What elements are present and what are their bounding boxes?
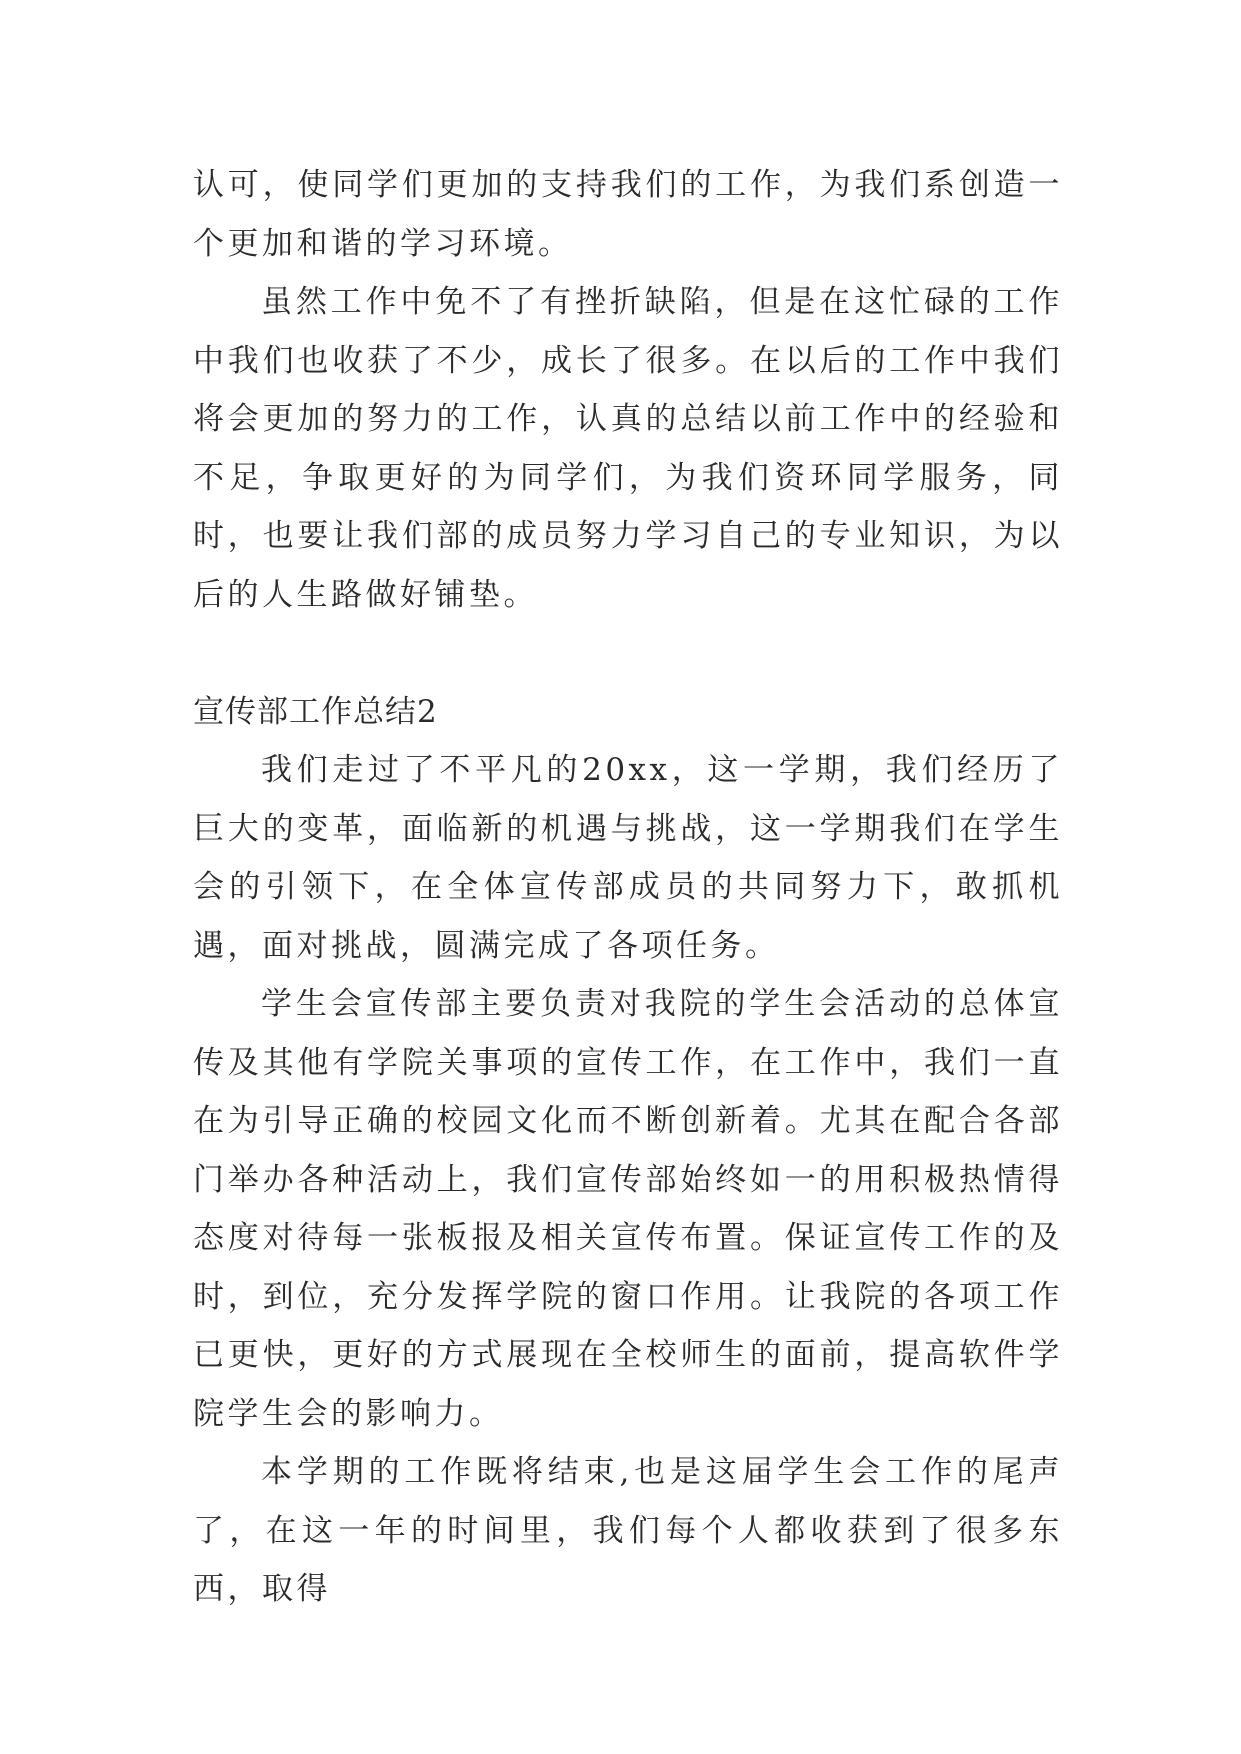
paragraph-responsibilities: 学生会宣传部主要负责对我院的学生会活动的总体宣传及其他有学院关事项的宣传工作，在工作中，我们一直在为引导正确的校园文化而不断创新着。尤其在配合各部门举办各种活动上，我们宣传部始终如一的用积极热情得态度对待每一张板报及相关宣传布置。保证宣传工作的及时，到位，充分发挥学院的窗口作用。让我院的各项工作已更快，更好的方式展现在全校师生的面前，提高软件学院学生会的影响力。 (193, 986, 1063, 1432)
document-body (193, 156, 1063, 1619)
paragraph-reflection: 虽然工作中免不了有挫折缺陷，但是在这忙碌的工作中我们也收获了不少，成长了很多。在以后的工作中我们将会更加的努力的工作，认真的总结以前工作中的经验和不足，争取更好的为同学们，为我们资环同学服务，同时，也要让我们部的成员努力学习自己的专业知识，为以后的人生路做好铺垫。 (193, 284, 1063, 613)
section-spacer (193, 624, 1063, 683)
paragraph-intro: 我们走过了不平凡的20xx，这一学期，我们经历了巨大的变革，面临新的机遇与挑战，这一学期我们在学生会的引领下，在全体宣传部成员的共同努力下，敢抓机遇，面对挑战，圆满完成了各项任务。 (193, 752, 1063, 964)
paragraph-continuation: 认可，使同学们更加的支持我们的工作，为我们系创造一个更加和谐的学习环境。 (193, 167, 1063, 262)
section-heading: 宣传部工作总结2 (193, 693, 438, 730)
paragraph-closing: 本学期的工作既将结束,也是这届学生会工作的尾声了，在这一年的时间里，我们每个人都收获到了很多东西，取得 (193, 1454, 1063, 1607)
